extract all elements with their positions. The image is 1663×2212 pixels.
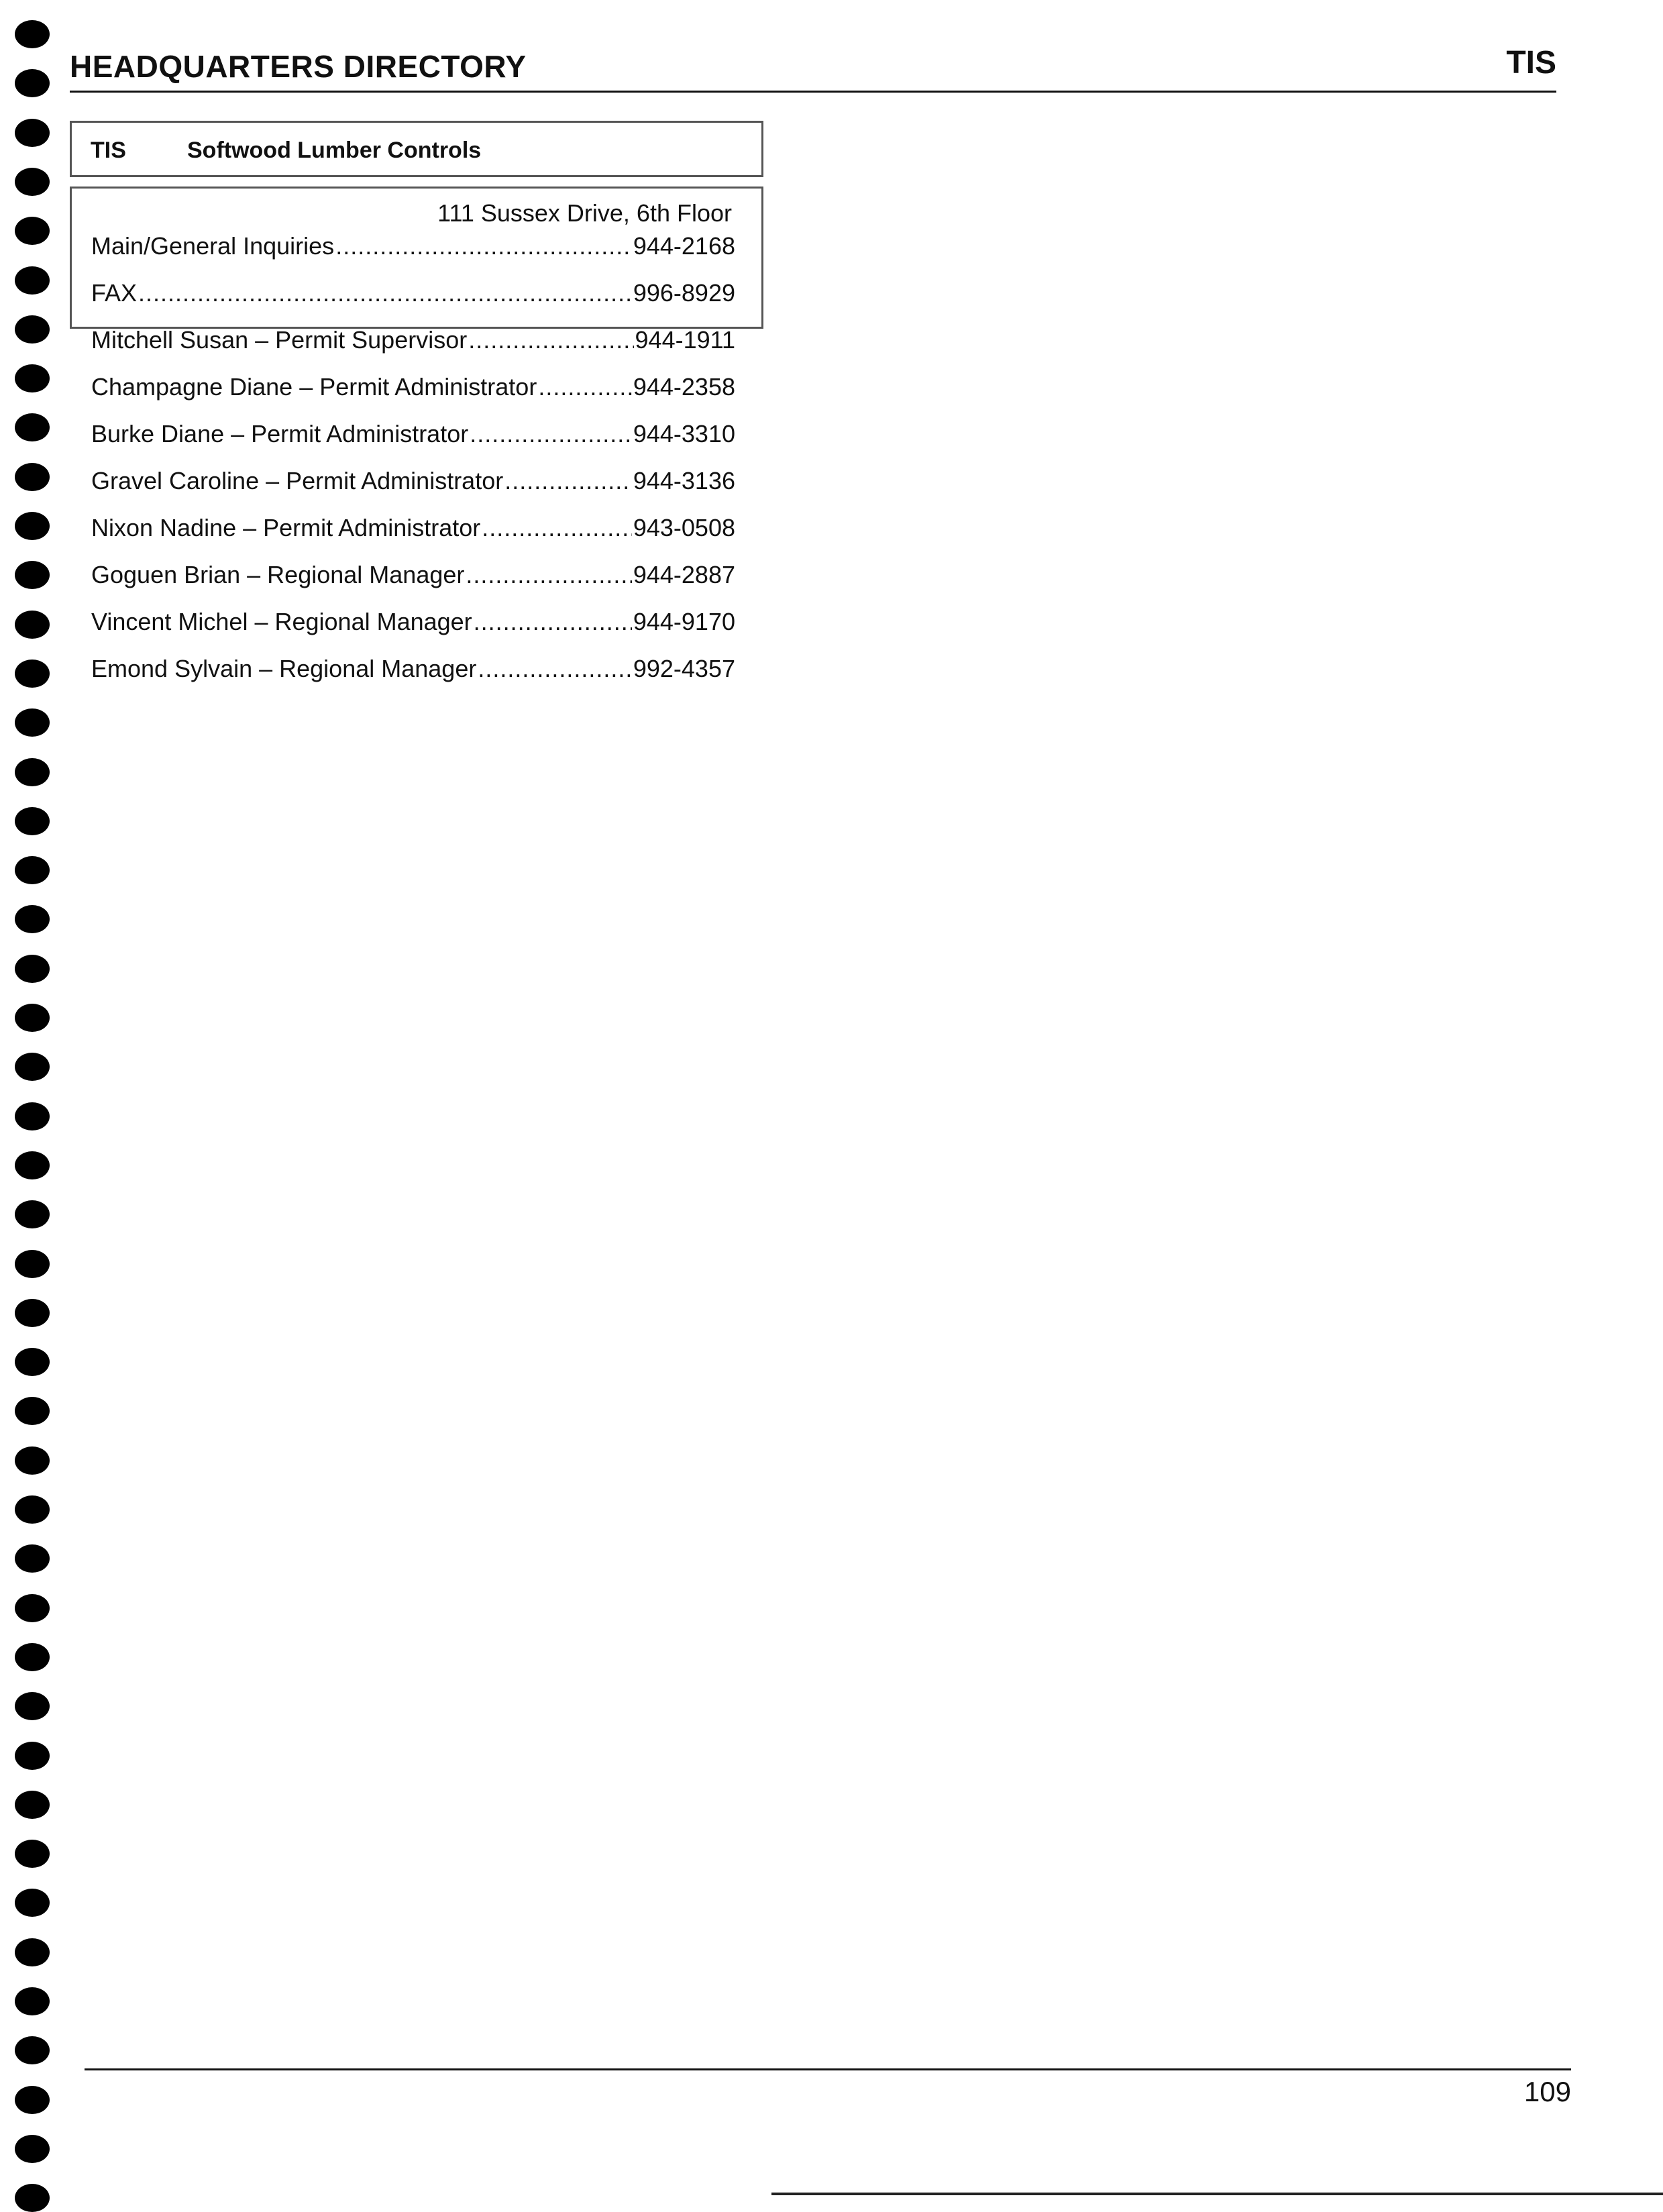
- binding-hole: [15, 1938, 50, 1966]
- binding-holes: [15, 20, 54, 2187]
- list-item: [91, 279, 735, 326]
- list-item: [91, 608, 735, 655]
- dot-leader: [138, 279, 632, 307]
- binding-hole: [15, 364, 50, 392]
- binding-hole: [15, 1791, 50, 1819]
- dot-leader: [468, 326, 633, 354]
- list-item: [91, 326, 735, 373]
- dot-leader: [474, 608, 632, 636]
- entry-name: Nixon Nadine – Permit Administrator: [91, 514, 481, 541]
- binding-hole: [15, 1151, 50, 1179]
- section-address: 111 Sussex Drive, 6th Floor: [437, 199, 732, 227]
- binding-hole: [15, 413, 50, 441]
- binding-hole: [15, 2135, 50, 2163]
- binding-hole: [15, 955, 50, 983]
- dot-leader: [478, 655, 632, 683]
- binding-hole: [15, 168, 50, 196]
- binding-hole: [15, 266, 50, 295]
- binding-hole: [15, 1594, 50, 1622]
- section-heading-box: [70, 121, 763, 177]
- entry-name: Champagne Diane – Permit Administrator: [91, 373, 537, 401]
- dot-leader: [335, 232, 632, 260]
- binding-hole: [15, 561, 50, 589]
- binding-hole: [15, 856, 50, 884]
- entry-phone: 944-1911: [635, 326, 735, 354]
- binding-hole: [15, 1004, 50, 1032]
- binding-hole: [15, 1299, 50, 1327]
- binding-hole: [15, 1643, 50, 1671]
- list-item: [91, 561, 735, 608]
- binding-hole: [15, 1200, 50, 1228]
- list-item: [91, 655, 735, 702]
- binding-hole: [15, 2184, 50, 2212]
- binding-hole: [15, 1889, 50, 1917]
- binding-hole: [15, 708, 50, 737]
- header-divider: [70, 91, 1556, 93]
- dot-leader: [466, 561, 631, 589]
- binding-hole: [15, 2036, 50, 2064]
- entry-name: Gravel Caroline – Permit Administrator: [91, 467, 504, 494]
- binding-hole: [15, 1495, 50, 1524]
- entry-phone: 992-4357: [633, 655, 735, 682]
- dot-leader: [538, 373, 632, 401]
- entry-name: Goguen Brian – Regional Manager: [91, 561, 465, 588]
- page-title: HEADQUARTERS DIRECTORY: [70, 49, 527, 84]
- entry-name: Vincent Michel – Regional Manager: [91, 608, 472, 635]
- entry-phone: 944-2887: [633, 561, 735, 588]
- binding-hole: [15, 1250, 50, 1278]
- directory-list: [91, 232, 735, 702]
- page-number: 109: [1523, 2076, 1571, 2107]
- binding-hole: [15, 69, 50, 97]
- list-item: [91, 420, 735, 467]
- department-code: TIS: [1506, 45, 1556, 81]
- entry-name: Mitchell Susan – Permit Supervisor: [91, 326, 468, 354]
- binding-hole: [15, 463, 50, 491]
- binding-hole: [15, 217, 50, 245]
- binding-hole: [15, 1840, 50, 1868]
- binding-hole: [15, 807, 50, 835]
- section-code: TIS: [91, 138, 126, 163]
- binding-hole: [15, 1446, 50, 1475]
- entry-phone: 943-0508: [633, 514, 735, 541]
- entry-phone: 996-8929: [633, 279, 735, 307]
- binding-hole: [15, 20, 50, 48]
- footer-divider: [85, 2068, 1571, 2070]
- entry-name: Main/General Inquiries: [91, 232, 335, 260]
- binding-hole: [15, 315, 50, 344]
- binding-hole: [15, 905, 50, 933]
- binding-hole: [15, 660, 50, 688]
- entry-name: Emond Sylvain – Regional Manager: [91, 655, 477, 682]
- entry-name: FAX: [91, 279, 138, 307]
- page-header: [70, 44, 1556, 91]
- binding-hole: [15, 1742, 50, 1770]
- dot-leader: [504, 467, 632, 495]
- binding-hole: [15, 1987, 50, 2015]
- binding-hole: [15, 758, 50, 786]
- entry-phone: 944-2358: [633, 373, 735, 401]
- binding-hole: [15, 2086, 50, 2114]
- scan-edge-line: [771, 2193, 1663, 2195]
- entry-phone: 944-3310: [633, 420, 735, 447]
- binding-hole: [15, 1102, 50, 1130]
- entry-phone: 944-2168: [633, 232, 735, 260]
- binding-hole: [15, 1544, 50, 1573]
- binding-hole: [15, 1053, 50, 1081]
- dot-leader: [470, 420, 632, 448]
- dot-leader: [482, 514, 632, 542]
- entry-name: Burke Diane – Permit Administrator: [91, 420, 469, 447]
- list-item: [91, 514, 735, 561]
- binding-hole: [15, 1397, 50, 1425]
- binding-hole: [15, 119, 50, 147]
- list-item: [91, 232, 735, 279]
- entry-phone: 944-9170: [633, 608, 735, 635]
- list-item: [91, 467, 735, 514]
- binding-hole: [15, 1348, 50, 1376]
- binding-hole: [15, 611, 50, 639]
- entry-phone: 944-3136: [633, 467, 735, 494]
- section-name: Softwood Lumber Controls: [187, 138, 482, 163]
- binding-hole: [15, 512, 50, 540]
- binding-hole: [15, 1692, 50, 1720]
- list-item: [91, 373, 735, 420]
